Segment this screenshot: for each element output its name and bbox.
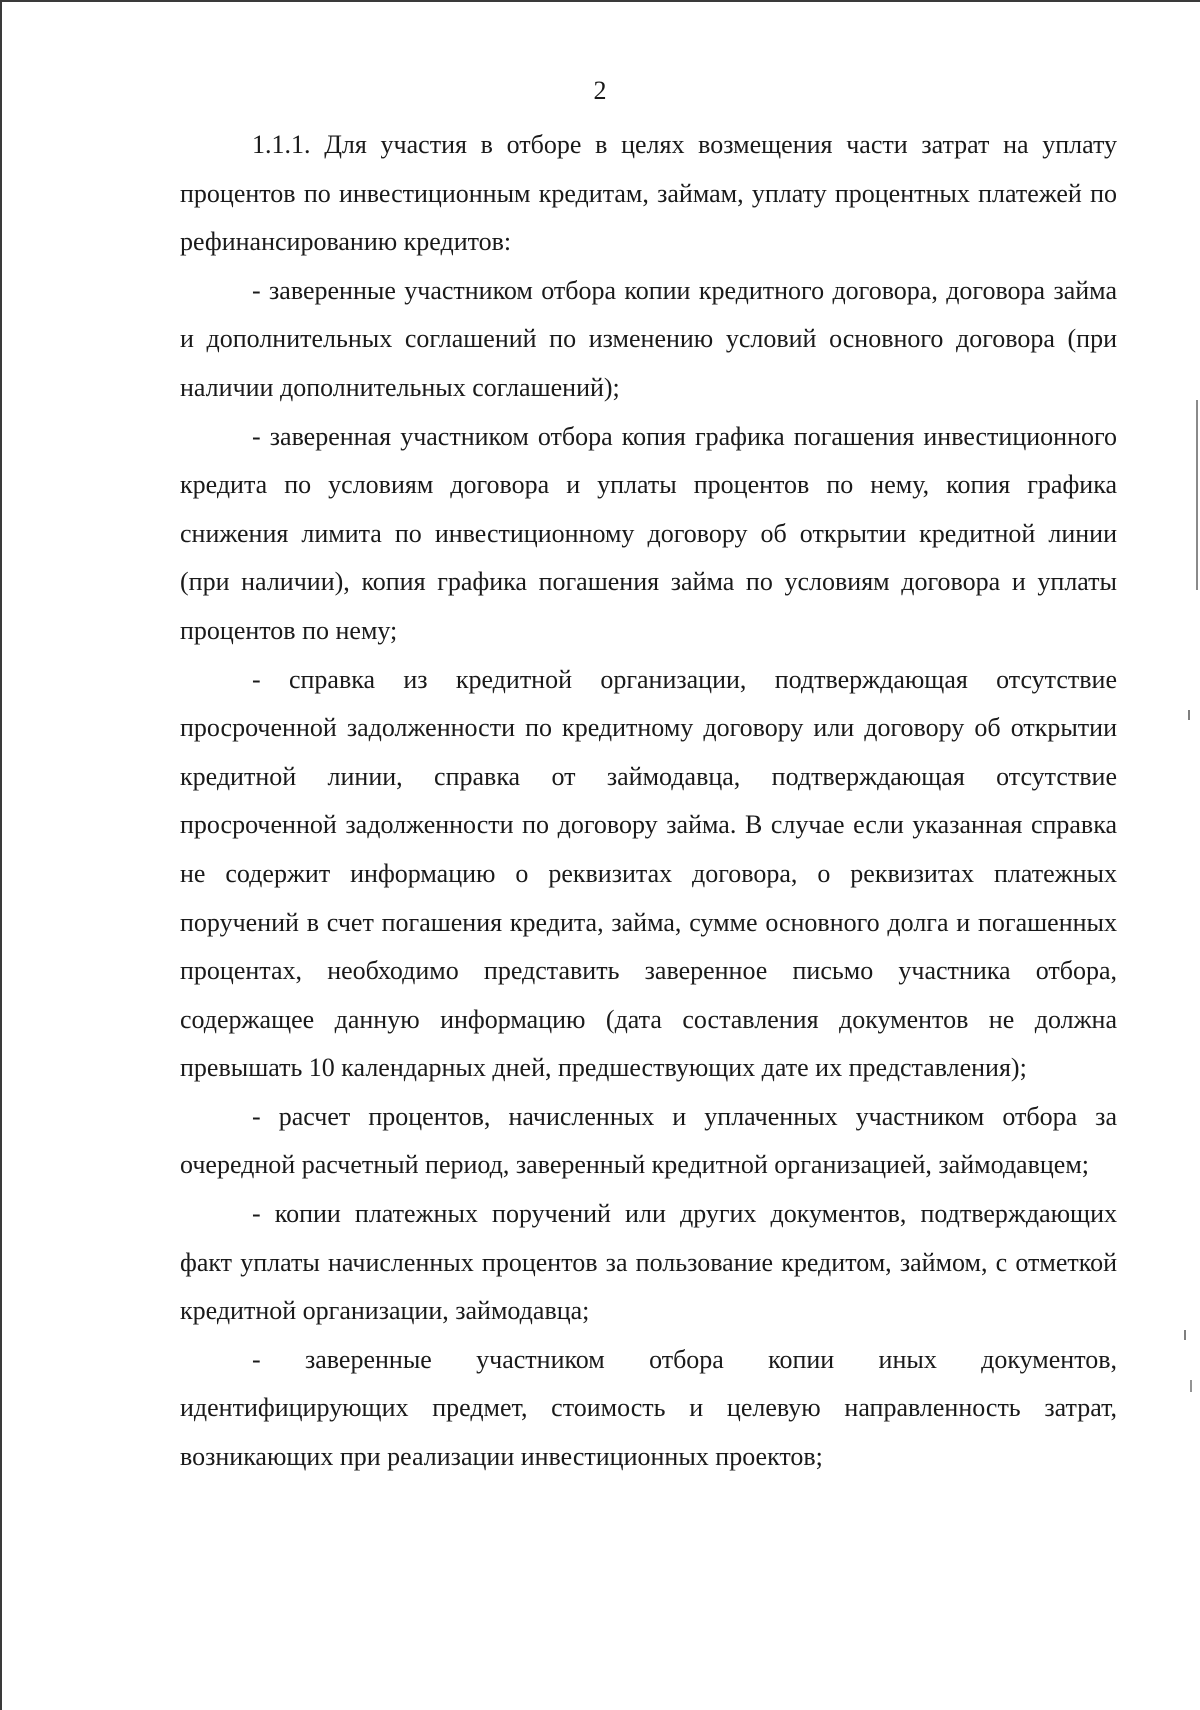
- document-body: [180, 121, 1117, 1482]
- list-item-credit-agreement-copies: - заверенные участником отбора копии кредитного договора, договора займа и дополнительных соглашений по изменению условий основного договора (при наличии дополнительных соглашений);: [180, 275, 1117, 402]
- list-item-no-overdue-certificate: - справка из кредитной организации, подтверждающая отсутствие просроченной задолженности по кредитному договору или договору об открытии кредитной линии, справка от займодавца, подтверждающая отсутствие просроченной задолженности по договору займа. В случае если указанная справка не содержит информацию о реквизитах договора, о реквизитах платежных поручений в счет погашения кредита, займа, сумме основного долга и погашенных процентах, необходимо представить заверенное письмо участника отбора, содержащее данную информацию (дата составления документов не должна превышать 10 календарных дней, предшествующих дате их представления);: [180, 664, 1117, 1083]
- scan-edge-top: [0, 0, 1200, 2]
- list-item-interest-calculation: - расчет процентов, начисленных и уплаченных участником отбора за очередной расчетный период, заверенный кредитной организацией, займодавцем;: [180, 1101, 1117, 1180]
- list-item-repayment-schedule: - заверенная участником отбора копия графика погашения инвестиционного кредита по условиям договора и уплаты процентов по нему, копия графика снижения лимита по инвестиционному договору об открытии кредитной линии (при наличии), копия графика погашения займа по условиям договора и уплаты процентов по нему;: [180, 421, 1117, 645]
- scan-artifact: [1188, 710, 1190, 720]
- scan-artifact: [1190, 1380, 1192, 1392]
- list-item-other-documents: - заверенные участником отбора копии иных документов, идентифицирующих предмет, стоимость и целевую направленность затрат, возникающих при реализации инвестиционных проектов;: [180, 1344, 1117, 1472]
- scan-edge-left: [0, 0, 2, 1710]
- page-number: 2: [593, 76, 607, 105]
- scan-artifact: [1184, 1330, 1186, 1340]
- list-item-payment-orders: - копии платежных поручений или других документов, подтверждающих факт уплаты начисленных процентов за пользование кредитом, займом, с отметкой кредитной организации, займодавца;: [180, 1199, 1117, 1326]
- paragraph-1-1-1: 1.1.1. Для участия в отборе в целях возмещения части затрат на уплату процентов по инвестиционным кредитам, займам, уплату процентных платежей по рефинансированию кредитов:: [180, 130, 1117, 257]
- scan-artifact: [1196, 400, 1198, 590]
